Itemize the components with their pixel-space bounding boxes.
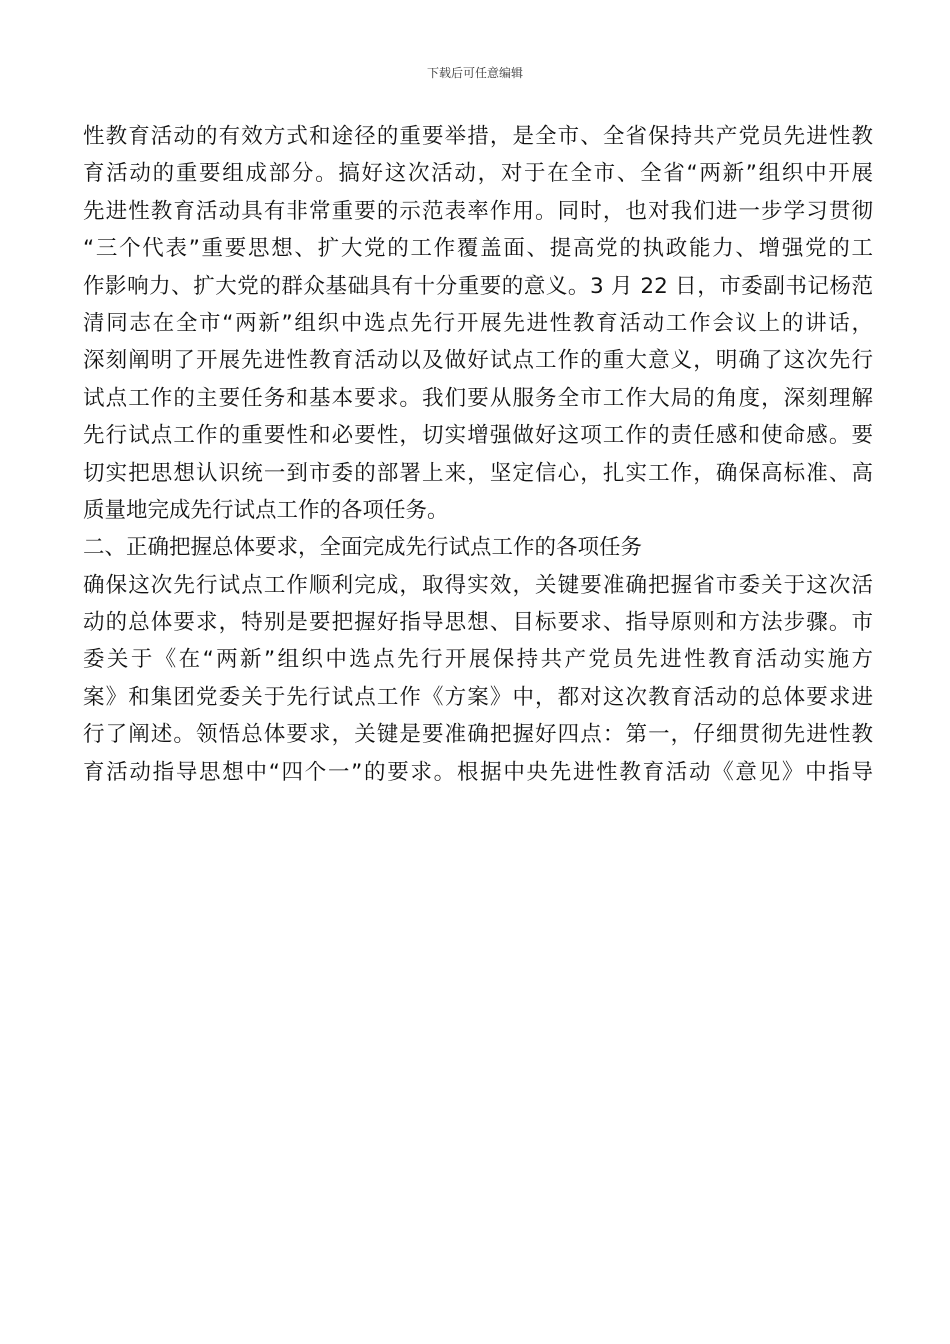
text-line: 清同志在全市“两新”组织中选点先行开展先进性教育活动工作会议上的讲话， (83, 310, 873, 336)
section-heading-line: 二、正确把握总体要求，全面完成先行试点工作的各项任务 (83, 535, 643, 561)
text-line: 动的总体要求，特别是要把握好指导思想、目标要求、指导原则和方法步骤。市 (83, 610, 873, 636)
page-header: 下载后可任意编辑 (426, 66, 523, 80)
text-line: 委关于《在“两新”组织中选点先行开展保持共产党员先进性教育活动实施方 (83, 647, 873, 673)
text-line: 育活动指导思想中“四个一”的要求。根据中央先进性教育活动《意见》中指导 (83, 759, 873, 785)
text-line: 性教育活动的有效方式和途径的重要举措，是全市、全省保持共产党员先进性教 (83, 124, 873, 149)
text-line: 案》和集团党委关于先行试点工作《方案》中，都对这次教育活动的总体要求进 (83, 684, 873, 710)
text-line: 深刻阐明了开展先进性教育活动以及做好试点工作的重大意义，明确了这次先行 (83, 348, 873, 374)
text-line: 切实把思想认识统一到市委的部署上来，坚定信心，扎实工作，确保高标准、高 (83, 460, 873, 486)
body-text (83, 118, 873, 791)
text-line: “三个代表”重要思想、扩大党的工作覆盖面、提高党的执政能力、增强党的工 (83, 236, 873, 262)
text-line: 先行试点工作的重要性和必要性，切实增强做好这项工作的责任感和使命感。要 (83, 423, 873, 449)
text-line: 先进性教育活动具有非常重要的示范表率作用。同时，也对我们进一步学习贯彻 (83, 198, 873, 224)
text-line: 确保这次先行试点工作顺利完成，取得实效，关键要准确把握省市委关于这次活 (83, 572, 873, 598)
text-line: 行了阐述。领悟总体要求，关键是要准确把握好四点：第一，仔细贯彻先进性教 (83, 722, 873, 748)
text-line: 试点工作的主要任务和基本要求。我们要从服务全市工作大局的角度，深刻理解 (83, 385, 873, 411)
text-line: 育活动的重要组成部分。搞好这次活动，对于在全市、全省“两新”组织中开展 (83, 161, 873, 187)
text-line: 作影响力、扩大党的群众基础具有十分重要的意义。3 月 22 日，市委副书记杨范 (83, 273, 873, 299)
text-line: 质量地完成先行试点工作的各项任务。 (83, 497, 449, 523)
